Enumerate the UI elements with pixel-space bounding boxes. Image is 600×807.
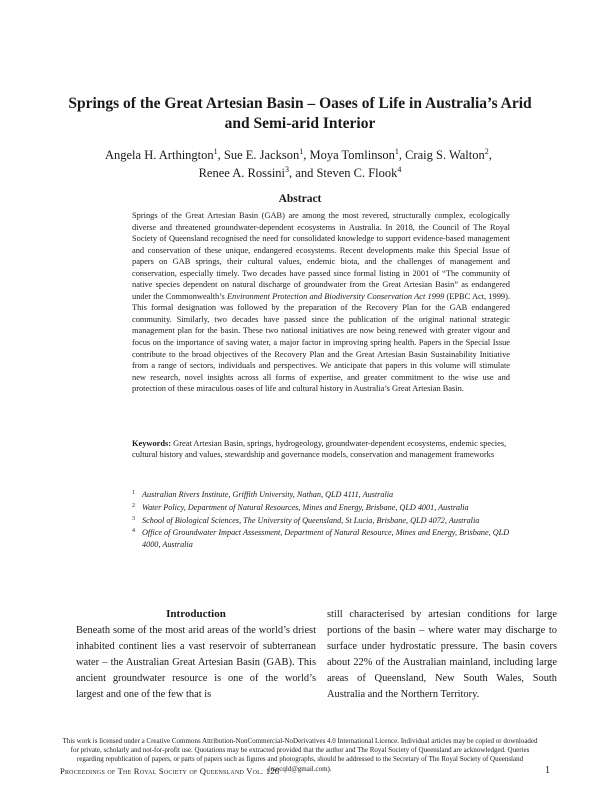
affiliation-text: Water Policy, Department of Natural Resources, Mines and Energy, Brisbane, QLD 4001, Australia [142, 502, 469, 512]
keywords-label: Keywords: [132, 439, 172, 448]
keywords-text: Great Artesian Basin, springs, hydrogeology, groundwater-dependent ecosystems, endemic species, cultural history and values, stewardship and governance models, conservation and management frameworks [132, 439, 507, 460]
affiliation-item [132, 489, 512, 500]
paper-title: Springs of the Great Artesian Basin – Oases of Life in Australia’s Arid and Semi-arid Interior [68, 95, 532, 132]
affiliation-number: 3 [132, 515, 135, 522]
abstract-text-part-2: (EPBC Act, 1999). This formal designation was followed by the preparation of the Recovery Plan for the GAB endangered community. Similarly, two decades have passed since the publication of the original national strategic management plan for the basin. These two national initiatives are now being renewed with greater vigour and focus on the importance of saving water, a major factor in improving spring health. Papers in the Special Issue contribute to the broad objectives of the Recovery Plan and the Great Artesian Basin Sustainability Initiative from a range of sectors, individuals and perspectives. We anticipate that papers in this volume will stimulate new research, novel insights across all forms of expertise, and greater commitment to the wise use and protection of these miraculous oases of life and cultural history in Australia’s Great Artesian Basin. [132, 291, 511, 394]
affiliation-text: Office of Groundwater Impact Assessment, Department of Natural Resource, Mines and Energy, Brisbane, QLD 4000, Australia [142, 528, 510, 549]
affiliation-item [132, 527, 512, 549]
author-affiliation-marker: 1 [213, 146, 218, 156]
author-list [90, 146, 510, 182]
affiliation-item [132, 502, 512, 513]
author-separator: , [398, 148, 406, 162]
abstract-body [132, 210, 510, 395]
affiliation-number: 4 [132, 528, 135, 535]
abstract-heading: Abstract [278, 193, 322, 205]
page-number: 1 [545, 765, 550, 776]
author-affiliation-marker: 2 [484, 146, 489, 156]
author-separator: , [217, 148, 224, 162]
author-affiliation-marker: 3 [285, 164, 290, 174]
author-separator: , [488, 148, 496, 162]
introduction-column-left: Beneath some of the most arid areas of the world’s driest inhabited continent lies a vast reservoir of subterranean water – the Australian Great Artesian Basin (GAB). This ancient groundwater resource is one of the world’s largest and one of the few that is [76, 625, 316, 701]
author-name: Steven C. Flook [316, 166, 398, 180]
footer-journal-name [60, 766, 460, 776]
author-separator: , and [289, 166, 317, 180]
footer-journal-text: Proceedings of The Royal Society of Queensland Vol. 126 [60, 766, 280, 776]
affiliations [132, 489, 512, 551]
author-affiliation-marker: 1 [394, 146, 399, 156]
abstract-text-part-1: Springs of the Great Artesian Basin (GAB) are among the most revered, structurally complex, ecologically diverse and threatened groundwater-dependent ecosystems in Australia. In 2018, the Council of The Royal Society of Queensland recognised the need for consolidated knowledge to support evidence-based management and conservation of these unique, endangered ecosystems. Recent developments make this Special Issue of papers on GAB springs, their cultural values, endemic biota, and the challenges of management and conservation, especially timely. Two decades have passed since formal listing in 2001 of “The community of native species dependent on natural discharge of groundwater from the Great Artesian Basin” as endangered under the Commonwealth’s [132, 211, 510, 301]
author-separator: , [303, 148, 310, 162]
author-name: Sue E. Jackson [223, 148, 300, 162]
abstract-act-title: Environment Protection and Biodiversity Conservation Act 1999 [227, 291, 445, 301]
author-name: Angela H. Arthington [104, 148, 214, 162]
affiliation-text: Australian Rivers Institute, Griffith University, Nathan, QLD 4111, Australia [142, 490, 394, 499]
author-name: Craig S. Walton [405, 148, 485, 162]
affiliation-number: 1 [132, 490, 135, 496]
author-name: Moya Tomlinson [309, 148, 395, 162]
keywords-block [132, 438, 512, 461]
license-notice: This work is licensed under a Creative Commons Attribution-NonCommercial-NoDerivatives 4.0 International Licence. Individual articles may be copied or downloaded for private, scholarly and not-for-profit use. Quotations may be extracted provided that the author and The Royal Society of Queensland are acknowledged. Queries regarding republication of papers, or parts of papers such as figures and photographs, should be addressed to the Secretary of The Royal Society of Queensland (rsocqld@gmail.com). [62, 737, 538, 773]
introduction-heading: Introduction [166, 608, 226, 620]
author-affiliation-marker: 4 [397, 164, 402, 174]
author-name: Renee A. Rossini [198, 166, 286, 180]
affiliation-number: 2 [132, 502, 135, 509]
affiliation-item [132, 515, 512, 526]
affiliation-text: School of Biological Sciences, The University of Queensland, St Lucia, Brisbane, QLD 4072, Australia [142, 515, 480, 525]
introduction-column-right: still characterised by artesian conditions for large portions of the basin – where water may discharge to surface under hydrostatic pressure. The basin covers about 22% of the Australian mainland, including large areas of Queensland, New South Wales, South Australia and the Northern Territory. [327, 609, 557, 701]
author-affiliation-marker: 1 [299, 146, 304, 156]
